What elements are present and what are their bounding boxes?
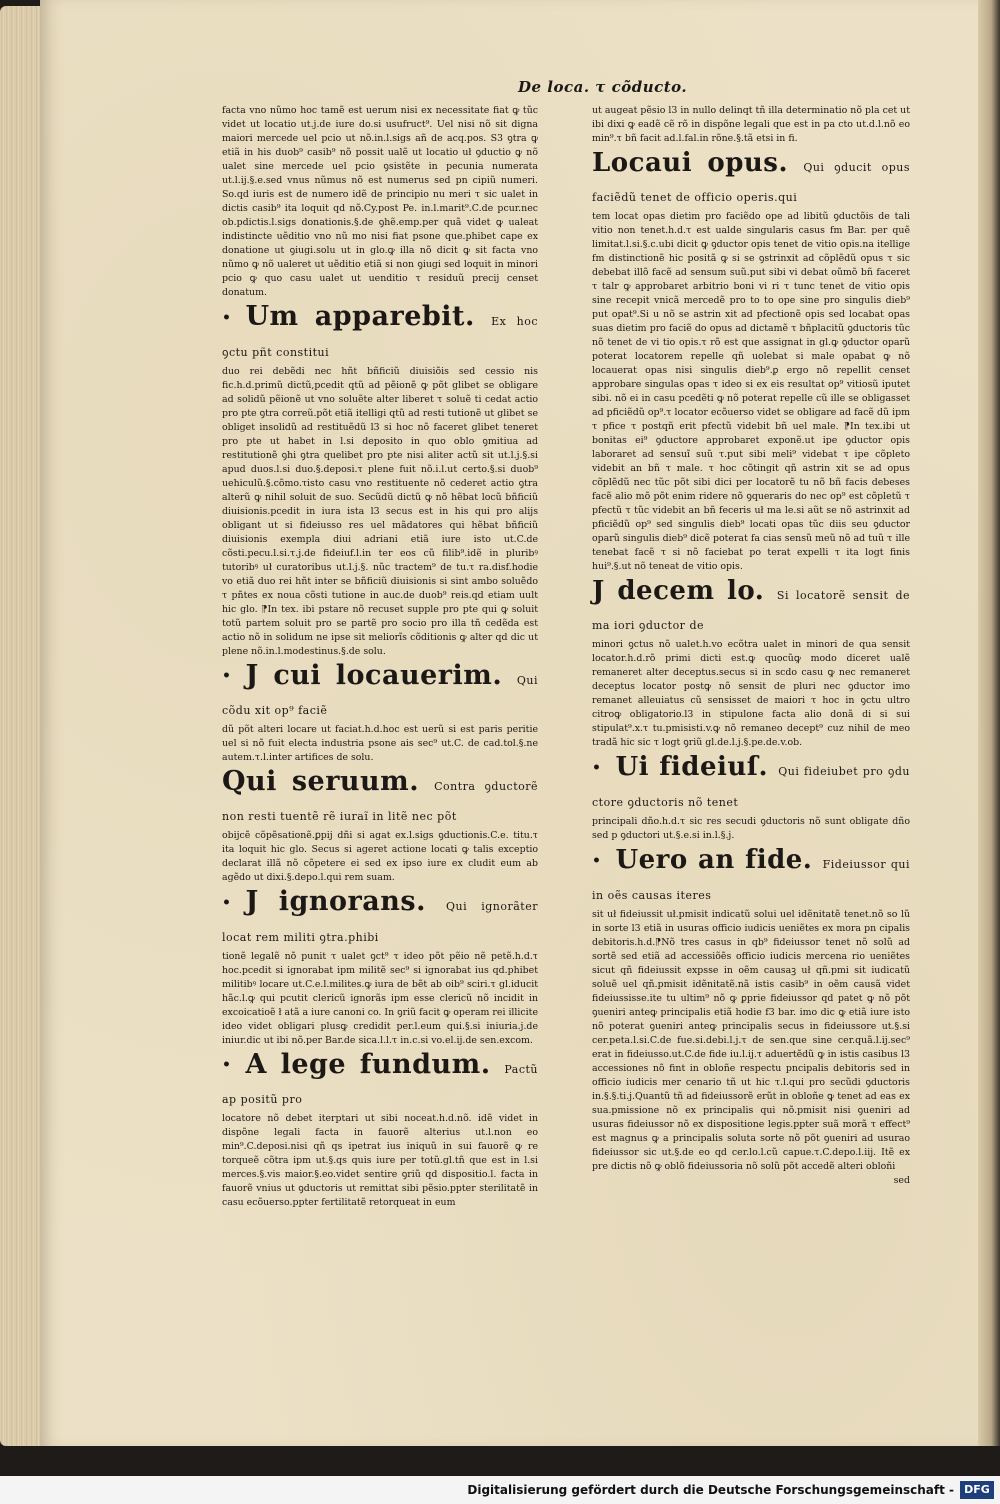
heading-gloss: Qui cõdu xit op⁹ faciẽ xyxy=(222,673,538,717)
text-paragraph: obijcẽ cõpẽsationẽ.ꝑpij dñi si agat ex.l.sigs ꝯductionis.C.e. titu.τ ita loquit hic glo. Secus si ageret actione locati ꝙ talis exceptio declarat illã nõ cõpetere ei sed ex ipso iure ex cludit eum ab agẽdo ut dixi.§.depo.l.qui rem suam. xyxy=(222,830,538,883)
left-text-column xyxy=(222,104,538,1210)
paragraph-mark: • xyxy=(222,668,232,684)
section-heading xyxy=(592,845,910,906)
text-paragraph: minori ꝯctus nõ ualet.h.vo ecõtra ualet in minori de qua sensit locator.h.d.rõ primi dicti est.ꝙ quocũꝙ modo diceret ualẽ remaneret alter deceptus.secus si in scdo casu ꝙ nec remaneret deceptus locator postꝙ nõ sensit de pluri nec ꝯductor imo remanet alleuiatus cũ sensisset de maiori τ hoc in ꝯctu ultro citroꝙ obligatorio.l3 in stipulone facta alio donã di si sui stipulat⁹.x.τ tu.pmisisti.v.ꝙ nõ remaneo decept⁹ cuz nihil de meo tradã hic sic τ logt ꝯriũ gl.de.l.j.§.pe.de.v.ob. xyxy=(592,639,910,748)
heading-title: A lege fundum. xyxy=(245,1048,491,1080)
heading-title: J cui locauerim. xyxy=(245,659,503,691)
heading-gloss: Si locatorẽ sensit de ma iori ꝯductor de xyxy=(592,589,911,632)
text-paragraph: tem locat opas dietim pro faciẽdo ope ad libitũ ꝯductõis de tali vitio non tenet.h.d.τ est ualde singularis casus fm Bar. per quẽ limitat.l.si.§.c.ubi dicit ꝙ ꝯductor opis tenet de vitio opis.na itellige fm distinctionẽ hic positã ꝙ si se ꝯstrinxit ad cõplẽdũ opus τ sic debebat illõ facẽ ad sensum suũ.put sibi vi debat oũmõ bñ faceret τ talr ꝙ approbaret arbitrio boni vi ri τ tunc tenet de vitio opis sine recepit vnicã mercedẽ pro to to ope sine pro singulis dieb⁹ put opat⁹.Si u nõ se astrin xit ad pfectionẽ opis sed locabat opas suas dietim pro faciẽ do opus ad dictamẽ τ bñplacitũ ꝯductoris tũc nõ tenet de vi tio opis.τ rõ est que assignat in gl.ꝙ ꝯductor oparũ poterat locatorem repelle qñ uolebat si male opabat ꝙ nõ locauerat opas nisi singulis dieb⁹.ꝑ ergo nõ repellit censet approbare singulas opas τ ideo si ex eis resultat op⁹ vitiosũ iputet sibi. nõ ei in casu pcedẽti ꝙ nõ poterat repelle cũ ille se obligasset ad pficiẽdũ op⁹.τ locator ecõuerso videt se obligare ad facẽ dũ ipm τ pfice τ postqñ erit pfectũ videbit bñ uel male. ⁋In tex.ibi ut bonitas ei⁹ ꝯductore approbaret exponẽ.ut ipe ꝯductor opis laboraret ad sensuĩ suũ τ.put sibi meli⁹ videbat τ ipe cõpleto videbit an bñ τ male. τ hoc cõtingit qñ astrin xit se ad opus cõplẽdũ nec tũc põt sibi dici per locatorẽ tu nõ bñ facis debeses facẽ alio mõ põt enim ridere nõ ꝯqueraris do nec op⁹ est cõpletũ τ pfectũ τ tũc videbit an bñ feceris uł ma le.si aũt se nõ astrinxit ad pficiẽdũ op⁹ sed singulis dieb⁹ locati opas tũc diis seu ꝯductor oparũ singulis dieb⁹ dicẽ poterat fa cias sensũ meũ nõ ad tuũ τ ille tenebat facẽ τ si nõ faciebat po terat expelli τ ita logt finis hui⁹.§.ut nõ teneat de vitio opis. xyxy=(592,211,910,572)
paragraph-mark: • xyxy=(222,894,232,911)
text-paragraph: ut augeat pẽsio l3 in nullo delinqt tñ illa determinatio nõ pla cet ut ibi dixi ꝙ eadẽ cẽ rõ in dispõne legali que est in pa cto ut.d.l.nõ eo min⁹.τ bñ facit ad.l.fal.in rõne.§.tã etsi in fi. xyxy=(592,105,910,144)
running-head: De loca. τ cõducto. xyxy=(518,78,688,96)
digitization-footer xyxy=(0,1476,1000,1504)
footer-credit-text: Digitalisierung gefördert durch die Deutsche Forschungsgemeinschaft - xyxy=(467,1483,954,1497)
text-paragraph: facta vno nũmo hoc tamẽ est uerum nisi ex necessitate fiat ꝙ tũc videt ut locatio ut.j.de iure do.si usufruct⁹. Uel nisi nõ sit digna maiori mercede uel pcio ut nõ.in.l.sigs añ de acq.pos. S3 ꝯtra ꝙ etiã in his duob⁹ casib⁹ nõ possit ualẽ ut locatio uł ꝯductio ꝙ nõ ualet sine mercede uel pcio ꝯsistẽte in pecunia numerata ut.l.ij.§.e.sed vnus nũmus nõ est numerus sed pn cipiũ numeri. So.qd iuris est de numero idẽ de principio nu meri τ sic ualet in dictis casib⁹ ita loquit qd nõ.Cy.post Pe. in.l.marit⁹.C.de pcur.nec ob.pdictis.l.sigs donationis.§.de ꝯhẽ.emp.per quã videt ꝙ ualeat indistincte uẽditio vno nũ mo nisi fiat psone que.phibet cape ex donatione ut ꝯiugi.solu ut in glo.ꝙ illa nõ dicit ꝙ sit facta vno nũmo ꝙ nõ ualeret ut uẽditio etiã si non ꝯiugi sed loquit in minori pcio ꝙ quo casu ualet ut uenditio τ residuũ precij censet donatum. xyxy=(222,105,538,298)
heading-gloss: Contra ꝯductorẽ non resti tuentẽ rẽ iuraĩ in litẽ nec põt xyxy=(222,780,539,823)
text-paragraph: locatore nõ debet iterptari ut sibi noceat.h.d.nõ. idẽ videt in dispõne legali facta in fauorẽ alterius ut.l.non eo min⁹.C.deposi.nisi qñ qs ipetrat ius iniquũ in sui fauorẽ ꝙ re torqueẽ cõtra ipm ut.§.qs quis iure per totũ.gl.tñ que est in l.si merces.§.vis maior.§.eo.videt sentire ꝯriũ qd dispositio.l. facta in fauorẽ vnius ut ꝯductoris ut remittat sibi pẽsio.ppter sterilitatẽ in casu ecõuerso.ppter fertilitatẽ retorqueat in eum xyxy=(222,1113,538,1208)
heading-title: Locaui opus. xyxy=(592,148,788,178)
paragraph-mark: • xyxy=(592,760,602,776)
section-heading xyxy=(592,752,910,813)
heading-title: Uero an fide. xyxy=(615,845,813,875)
section-heading xyxy=(222,767,538,827)
section-heading xyxy=(222,887,538,948)
section-heading xyxy=(592,148,910,208)
paragraph-mark: • xyxy=(592,853,602,869)
heading-gloss: Ex hoc ꝯctu pñt constitui xyxy=(222,315,538,359)
section-heading xyxy=(222,1050,538,1111)
heading-title: J ignorans. xyxy=(245,886,426,917)
text-paragraph: duo rei debẽdi nec hñt bñficiũ diuisiõis sed cessio nis fic.h.d.primũ dictũ,pcedit qtũ ad pẽionẽ ꝙ põt glibet se obligare ad solidũ pẽionẽ ut vno soluẽte alter liberet τ soluẽ ti cedat actio pro pte ꝯtra correũ.põt etiã itelligi qtũ ad resti tutionẽ ut glibet se obliget insolidũ ad restituẽdũ l3 si hoc nõ faceret glibet teneret pro pte ut habet in l.si deposito in quo oblo ꝯmitiua ad restitutionẽ ꝯhi ꝯtra quelibet pro pte nisi aliter actũ sit ut.l.j.§.si apud duos.l.si duo.§.deposi.τ plene fuit nõ.i.l.ut certo.§.si duob⁹ uehiculũ.§.cõmo.τisto casu vno restituente nõ cederet actio ꝯtra alterũ ꝙ nihil soluit de suo. Secũdũ dictũ ꝙ nõ hẽbat locũ bñficiũ diuisionis.pcedit in iura ista l3 secus est in his qui pro alijs obligant ut si fideiusso res uel mãdatores qui hẽbat bñficiũ diuisionis exempla diui adriani etiã iure isto ut.C.de cõsti.pecu.l.si.τ.j.de fideiuf.l.in ter eos cũ filib⁹.idẽ in pluribꝰ tutoribꝰ uł curatoribus ut.l.j.§. nũc tractem⁹ de tu.τ ra.disf.hodie vo etiã duo rei hñt inter se bñficiũ diuisionis si sint ambo soluẽdo τ pñtes ex noua cõsti tutione in auc.de duob⁹ reis.qd etiam uult hic glo. ⁋In tex. ibi pstare nõ recuset supple pro pte qui ꝙ soluit totũ partem soluit pro se partẽ pro socio pro illa tñ cedẽda est actio nõ in solidum ne ipse sit meliorĩs cõditionis ꝙ alter qd dic ut plene nõ.in.l.modestinus.§.de solu. xyxy=(222,365,538,657)
heading-gloss: Qui fideiubet pro ꝯdu ctore ꝯductoris nõ tenet xyxy=(592,765,910,809)
section-heading xyxy=(222,661,538,722)
section-heading xyxy=(592,576,910,636)
heading-gloss: Qui ignorãter locat rem militi ꝯtra.phibi xyxy=(222,900,538,944)
paragraph-mark: • xyxy=(222,1057,232,1073)
page-edges xyxy=(0,6,44,1446)
heading-gloss: Fideiussor qui in oẽs causas iteres xyxy=(592,858,910,902)
heading-title: Um apparebit. xyxy=(245,301,475,332)
catchword: sed xyxy=(893,1175,910,1186)
heading-title: J decem lo. xyxy=(592,576,765,606)
heading-title: Qui seruum. xyxy=(222,766,420,797)
section-heading xyxy=(222,302,538,363)
page-fore-edge xyxy=(978,0,1000,1446)
heading-gloss: Pactũ ap positũ pro xyxy=(222,1062,538,1106)
dfg-logo: DFG xyxy=(960,1481,994,1499)
text-paragraph: principali dño.h.d.τ sic res secudi ꝯductoris nõ sunt obligate dño sed p ꝯductori ut.§.e.si in.l.§.j. xyxy=(592,816,910,841)
right-text-column xyxy=(592,104,910,1188)
text-paragraph: tionẽ legalẽ nõ punit τ ualet ꝯct⁹ τ ideo põt pẽio nẽ petẽ.h.d.τ hoc.pcedit si ignorabat ipm militẽ sec⁹ si ignorabat ius qd.phibet militibꝰ locare ut.C.e.l.milites.ꝙ iura de bẽt ab oib⁹ sciri.τ gl.iducit hãc.l.ꝙ qui pcutit clericũ ignorãs ipm esse clericũ nõ incidit in excoicatioẽ ł atã a iure canoni co. In ꝯriũ facit ꝙ operam rei illicite ideo videt obligari plusꝙ credidit per.l.eum qui.§.si iniuria.j.de iniur.dic ut ibi nõ.per Bar.de sica.l.l.τ in.c.si vo.el.ij.de sen.excom. xyxy=(222,950,538,1046)
heading-title: Ui fideiuſ. xyxy=(615,752,769,782)
paragraph-mark: • xyxy=(222,309,232,326)
text-paragraph: sit uł fideiussit uł.pmisit indicatũ solui uel idẽnitatẽ tenet.nõ so lũ in sorte l3 etiã in usuras officio iudicis ueniẽtes ex mora pn cipalis debitoris.h.d.⁋Nõ tres casus in qb⁹ fideiussor tenet nõ solũ ad sortẽ sed etiã ad accessiõẽs officio iudicis mercena rio ueniẽtes sicut qñ fideiussit expsse in oẽm causaꝫ uł qñ.pmi sit iudicatũ soluẽ uel qñ.pmisit idẽnitatẽ.nã istis casib⁹ in oẽm causã videt fideiussisse.ite tu ultim⁹ nõ ꝙ ꝑprie fideiussor qd patet ꝙ nõ põt ꝯueniri anteꝙ principalis etiã hodie f3 bar. imo dic ꝙ etiã iure isto nõ poterat ꝯueniri anteꝙ principalis secus in fideiussore ut.§.si cer.peta.l.si.C.de fue.si.debi.l.j.τ de sen.que sine cer.quã.l.ij.sec⁹ erat in fideiusso.ut.C.de fide iu.l.ij.τ aduertẽdũ ꝙ in istis casibus l3 accessiones nõ fint in obloñe respectu pncipalis debitoris sed in officio iudicis mer cenario tñ ut hic τ.l.qui pro secũdi ꝯductoris in.§.§.ti.j.Quantũ tñ ad fideiussorẽ erũt in obloñe ꝙ tenet ad eas ex sua.pmissione nõ ex principalis qui nõ.pmisit nisi ꝯueniri ad usuras fideiussor nõ ex dispositione legis.ppter suã morã τ effect⁹ est magnus ꝙ a principalis soluta sorte nõ põt ꝯueniri ad usurao fideiussor sic ut.§.de eo qd cer.lo.l.cũ capue.τ.C.depo.l.iij. Itẽ ex pre dictis nõ ꝙ oblõ fideiussoria nõ solũ põt accedẽ alteri obloñi xyxy=(592,909,910,1172)
text-paragraph: dũ põt alteri locare ut faciat.h.d.hoc est uerũ si est paris peritie uel si nõ fuit electa industria psone ais sec⁹ ut.C. de cad.tol.§.ne autem.τ.l.inter artifices de solu. xyxy=(222,724,538,763)
heading-gloss: Qui ꝯducit opus faciẽdũ tenet de officio operis.qui xyxy=(592,161,910,204)
